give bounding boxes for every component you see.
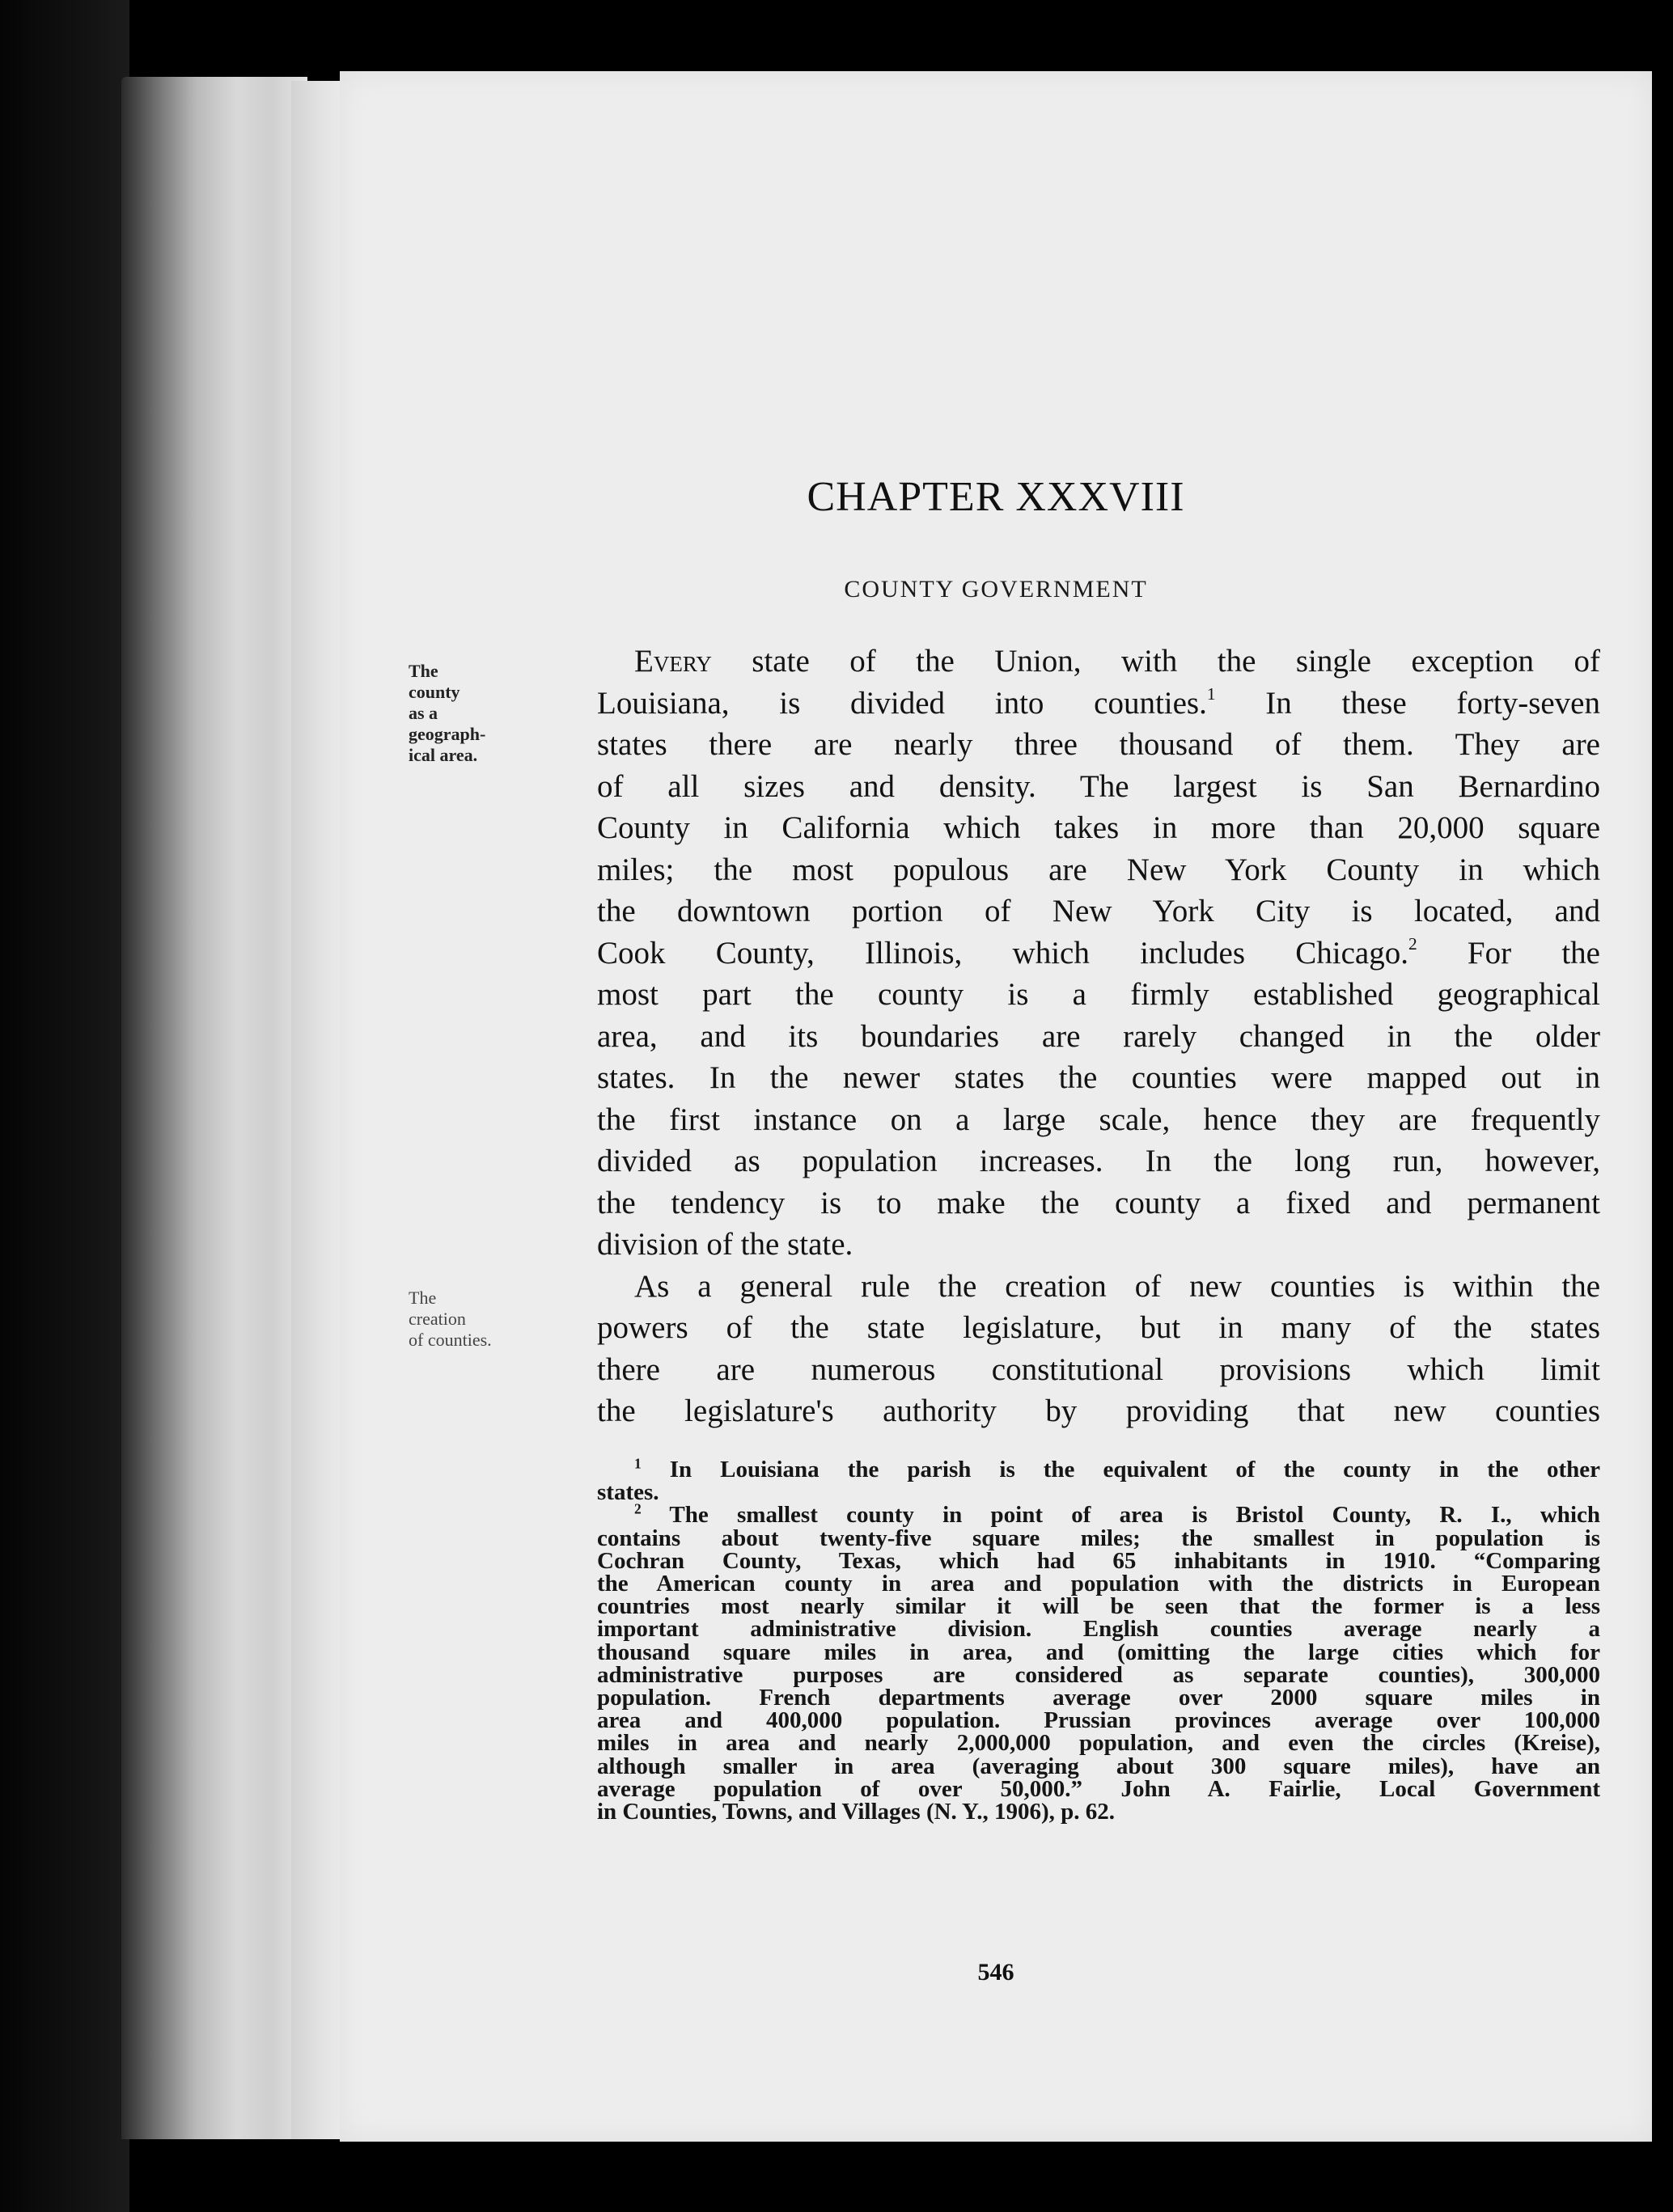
footnote-line — [597, 1709, 1600, 1732]
sidenote-line: ical area. — [409, 745, 478, 765]
body-line-text: states there are nearly three thousand of them. They are — [597, 727, 1600, 762]
body-line — [597, 849, 1600, 891]
body-line — [597, 890, 1600, 933]
sidenote-line: The — [409, 661, 438, 681]
body-line — [597, 1140, 1600, 1182]
footnote-line — [597, 1547, 1600, 1574]
sidenote-line: as a — [409, 703, 438, 723]
book-page-edges — [121, 77, 307, 2139]
footnote-text: average population of over 50,000.” John A. Fairlie, Local Government — [597, 1775, 1600, 1802]
footnote-line — [597, 1500, 1600, 1529]
footnote-marker: 1 — [1206, 683, 1216, 704]
sidenote-geographical-area — [409, 661, 570, 766]
sidenote-line: The — [409, 1288, 437, 1308]
body-line — [597, 1016, 1600, 1058]
footnote-line — [597, 1527, 1600, 1550]
body-text — [597, 641, 1600, 1432]
body-line-text: the legislature's authority by providing that new counties — [597, 1394, 1600, 1428]
body-line-text: miles; the most populous are New York County in which — [597, 852, 1600, 887]
body-line-text: the downtown portion of New York City is located, and — [597, 894, 1600, 928]
body-line-text: powers of the state legislature, but in many of the states — [597, 1310, 1600, 1345]
footnote-text: The smallest county in point of area is Bristol County, R. I., which — [669, 1502, 1600, 1529]
footnote-text: Cochran County, Texas, which had 65 inhabitants in 1910. “Comparing — [597, 1547, 1600, 1574]
drop-word: Every — [634, 644, 712, 679]
body-line-text: of all sizes and density. The largest is San Bernardino — [597, 768, 1600, 804]
footnote-number: 1 — [634, 1455, 642, 1472]
body-line-text: area, and its boundaries are rarely changed in the older — [597, 1018, 1600, 1054]
body-line-text: state of the Union, with the single exception of — [711, 644, 1600, 679]
footnote-number: 2 — [634, 1500, 642, 1517]
body-line — [597, 1182, 1600, 1224]
body-line — [597, 683, 1600, 725]
chapter-title: CHAPTER XXXVIII — [807, 474, 1185, 520]
body-line — [597, 974, 1600, 1016]
footnote-text: countries most nearly similar it will be seen that the former is a less — [597, 1593, 1600, 1620]
body-line — [597, 1390, 1600, 1432]
footnote-text: In Louisiana the parish is the equivalent of the county in the other — [669, 1457, 1600, 1482]
body-line-text: states. In the newer states the counties were mapped out in — [597, 1060, 1600, 1095]
sidenote-line: geograph- — [409, 724, 486, 744]
footnote-line — [597, 1730, 1600, 1757]
footnote-marker: 2 — [1408, 933, 1417, 954]
footnote-line — [597, 1616, 1600, 1643]
body-line-text: the tendency is to make the county a fixed and permanent — [597, 1185, 1600, 1220]
footnote-text: thousand square miles in area, and (omitting the large cities which for — [597, 1639, 1600, 1665]
footnote-line — [597, 1455, 1600, 1482]
body-line-text: For the — [1417, 935, 1600, 971]
sidenote-line: of counties. — [409, 1330, 492, 1350]
section-title: COUNTY GOVERNMENT — [844, 576, 1148, 603]
body-line-text: there are numerous constitutional provisions which limit — [597, 1351, 1600, 1387]
sidenote-creation-of-counties — [409, 1288, 570, 1351]
sidenote-line: creation — [409, 1309, 466, 1329]
footnote-line — [597, 1775, 1600, 1802]
scan-border-right — [1652, 0, 1673, 2212]
sidenote-line: county — [409, 682, 460, 702]
body-line-text: Louisiana, is divided into counties. — [597, 685, 1207, 721]
body-line-text: County in California which takes in more than 20,000 square — [597, 810, 1600, 845]
body-line — [597, 807, 1600, 849]
footnote-line — [597, 1572, 1600, 1595]
footnote-line — [597, 1755, 1600, 1778]
footnote-line — [597, 1595, 1600, 1618]
body-line-text: Cook County, Illinois, which includes Chicago. — [597, 935, 1408, 971]
footnote-text: in Counties, Towns, and Villages (N. Y., 1906), p. 62. — [597, 1799, 1116, 1825]
footnote-line — [597, 1661, 1600, 1688]
footnote-text: contains about twenty-five square miles; the smallest in population is — [597, 1525, 1600, 1551]
body-line — [597, 724, 1600, 766]
body-line-text: As a general rule the creation of new counties is within the — [634, 1268, 1600, 1304]
body-line — [597, 766, 1600, 808]
body-line — [597, 1224, 1600, 1266]
footnote-text: administrative purposes are considered as separate counties), 300,000 — [597, 1661, 1600, 1688]
body-line — [597, 641, 1600, 683]
footnote-text: although smaller in area (averaging about 300 square miles), have an — [597, 1753, 1600, 1779]
footnote-text: area and 400,000 population. Prussian provinces average over 100,000 — [597, 1707, 1600, 1734]
body-line-text: most part the county is a firmly established geographical — [597, 977, 1600, 1012]
body-line — [597, 1307, 1600, 1349]
body-line-text: the first instance on a large scale, hence they are frequently — [597, 1102, 1600, 1137]
page-number: 546 — [977, 1959, 1014, 1986]
scan-background — [0, 0, 129, 2212]
footnote-line — [597, 1800, 1600, 1823]
footnote-text: important administrative division. English counties average nearly a — [597, 1616, 1600, 1643]
footnote-text: population. French departments average over 2000 square miles in — [597, 1685, 1600, 1711]
footnotes — [597, 1455, 1600, 1825]
body-line-text: divided as population increases. In the long run, however, — [597, 1144, 1600, 1178]
body-line — [597, 1349, 1600, 1391]
footnote-line — [597, 1481, 1600, 1504]
body-line — [597, 1099, 1600, 1141]
footnote-line — [597, 1686, 1600, 1709]
footnote-text: the American county in area and population with the districts in European — [597, 1571, 1600, 1597]
body-line-text: division of the state. — [597, 1227, 853, 1262]
body-line-text: In these forty-seven — [1215, 685, 1600, 721]
footnote-text: states. — [597, 1479, 659, 1506]
body-line — [597, 1266, 1600, 1308]
footnote-line — [597, 1641, 1600, 1664]
footnote-text: miles in area and nearly 2,000,000 population, and even the circles (Kreise), — [597, 1730, 1600, 1757]
body-line — [597, 1057, 1600, 1099]
body-line — [597, 933, 1600, 975]
